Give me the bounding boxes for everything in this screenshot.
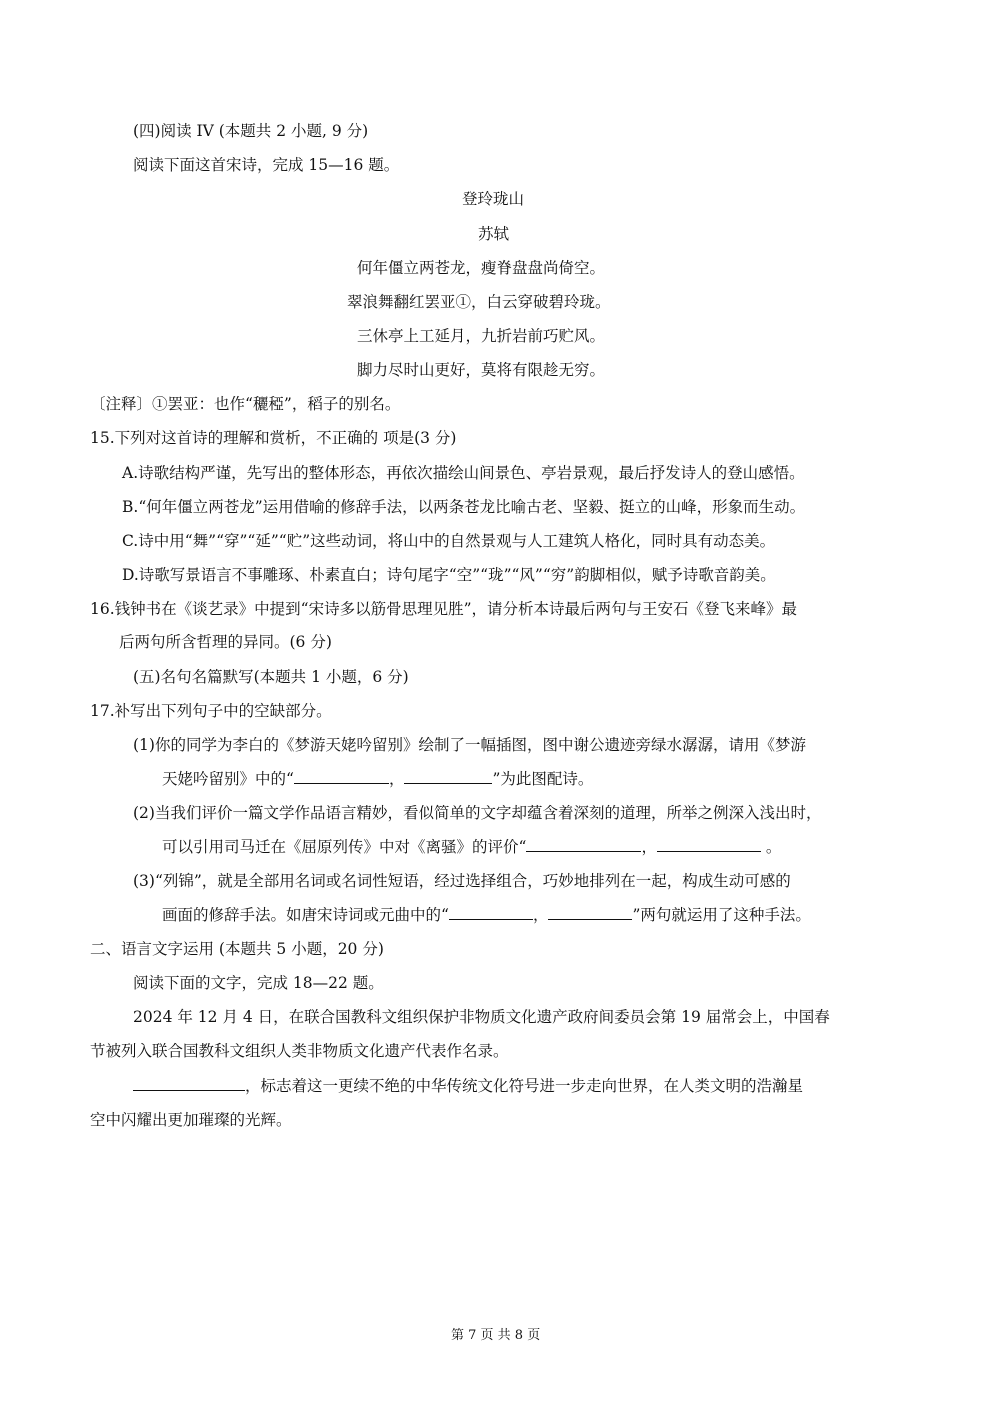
passage-fill-line: ，标志着这一更续不绝的中华传统文化符号进一步走向世界，在人类文明的浩瀚星 bbox=[133, 1075, 803, 1097]
page-number-footer: 第 7 页 共 8 页 bbox=[451, 1328, 541, 1343]
section-heading-reading-4: (四)阅读 IV (本题共 2 小题, 9 分) bbox=[133, 122, 369, 140]
section-heading-recitation: (五)名句名篇默写(本题共 1 小题，6 分) bbox=[133, 668, 409, 686]
question-16-line: 后两句所含哲理的异同。(6 分) bbox=[119, 633, 332, 651]
passage-line: 2024 年 12 月 4 日，在联合国教科文组织保护非物质文化遗产政府间委员会第 19 届常会上，中国春 bbox=[133, 1008, 830, 1026]
poem-note: 〔注释〕①罢亚：也作“穲稏”，稻子的别名。 bbox=[90, 395, 401, 413]
question-17-item-1: (1)你的同学为李白的《梦游天姥吟留别》绘制了一幅插图，图中谢公遗迹旁绿水潺潺，请用《梦游 bbox=[133, 736, 806, 754]
question-17-stem: 17.补写出下列句子中的空缺部分。 bbox=[90, 702, 332, 720]
question-15-option-b: B.“何年僵立两苍龙”运用借喻的修辞手法，以两条苍龙比喻古老、坚毅、挺立的山峰，形象而生动。 bbox=[122, 498, 806, 516]
poem-line: 脚力尽时山更好，莫将有限趁无穷。 bbox=[357, 361, 606, 379]
answer-blank[interactable] bbox=[526, 837, 641, 852]
question-17-item-3: (3)“列锦”，就是全部用名词或名词性短语，经过选择组合，巧妙地排列在一起，构成生动可感的 bbox=[133, 872, 791, 890]
question-15-option-a: A.诗歌结构严谨，先写出的整体形态，再依次描绘山间景色、亭岩景观，最后抒发诗人的登山感悟。 bbox=[122, 464, 805, 482]
poem-line: 三休亭上工延月，九折岩前巧贮风。 bbox=[357, 327, 606, 345]
section-intro: 阅读下面这首宋诗，完成 15—16 题。 bbox=[133, 156, 400, 174]
question-16-line: 16.钱钟书在《谈艺录》中提到“宋诗多以筋骨思理见胜”，请分析本诗最后两句与王安石《登飞来峰》最 bbox=[90, 600, 798, 618]
answer-blank[interactable] bbox=[133, 1076, 245, 1091]
answer-blank[interactable] bbox=[294, 769, 389, 784]
poem-line: 翠浪舞翻红罢亚①，白云穿破碧玲珑。 bbox=[347, 293, 611, 311]
question-17-item-3-fill-line: 画面的修辞手法。如唐宋诗词或元曲中的“ ， ”两句就运用了这种手法。 bbox=[162, 906, 811, 924]
question-17-item-2-fill-line: 可以引用司马迁在《屈原列传》中对《离骚》的评价“ ， 。 bbox=[162, 838, 782, 856]
question-17-item-1-fill-line: 天姥吟留别》中的“ ， ”为此图配诗。 bbox=[162, 770, 594, 788]
part-2-intro: 阅读下面的文字，完成 18—22 题。 bbox=[133, 974, 384, 992]
passage-line: 空中闪耀出更加璀璨的光辉。 bbox=[90, 1111, 292, 1129]
question-15-option-c: C.诗中用“舞”“穿”“延”“贮”这些动词，将山中的自然景观与人工建筑人格化，同时具有动态美。 bbox=[122, 532, 776, 550]
answer-blank[interactable] bbox=[657, 837, 761, 852]
question-15-option-d: D.诗歌写景语言不事雕琢、朴素直白；诗句尾字“空”“珑”“风”“穷”韵脚相似，赋予诗歌音韵美。 bbox=[122, 566, 776, 584]
poem-author: 苏轼 bbox=[478, 225, 510, 243]
passage-line: 节被列入联合国教科文组织人类非物质文化遗产代表作名录。 bbox=[90, 1042, 509, 1060]
question-15-stem: 15.下列对这首诗的理解和赏析，不正确的 项是(3 分) bbox=[90, 429, 457, 447]
poem-title: 登玲珑山 bbox=[462, 190, 525, 208]
question-17-item-2: (2)当我们评价一篇文学作品语言精妙，看似简单的文字却蕴含着深刻的道理，所举之例深入浅出时， bbox=[133, 804, 822, 822]
part-2-heading: 二、语言文字运用 (本题共 5 小题，20 分) bbox=[90, 940, 384, 958]
answer-blank[interactable] bbox=[548, 905, 632, 920]
answer-blank[interactable] bbox=[449, 905, 533, 920]
answer-blank[interactable] bbox=[404, 769, 492, 784]
poem-line: 何年僵立两苍龙，瘦脊盘盘尚倚空。 bbox=[357, 259, 606, 277]
